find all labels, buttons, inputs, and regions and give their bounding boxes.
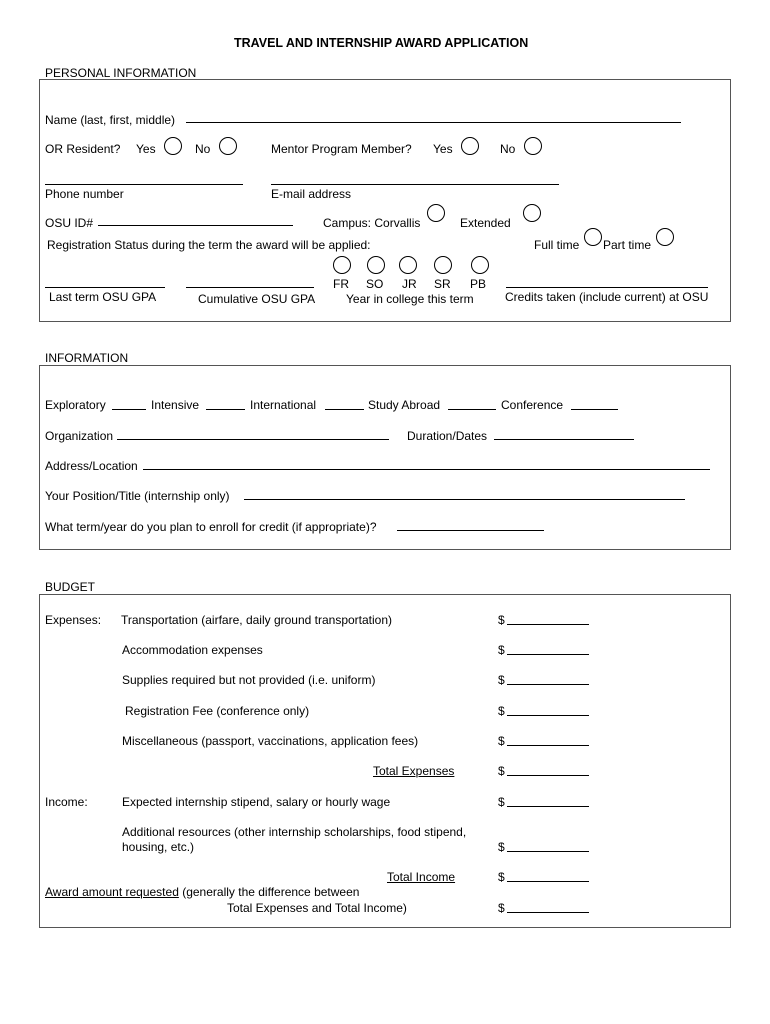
income-item-additional: Additional resources (other internship scholarships, food stipend, bbox=[122, 825, 467, 839]
amount-registration-field[interactable] bbox=[507, 715, 589, 716]
campus-extended-radio[interactable] bbox=[523, 204, 541, 222]
position-field[interactable] bbox=[244, 499, 685, 500]
type-international-field[interactable] bbox=[325, 409, 364, 410]
type-study-abroad-field[interactable] bbox=[448, 409, 496, 410]
year-fr-radio[interactable] bbox=[333, 256, 351, 274]
credits-label: Credits taken (include current) at OSU bbox=[505, 290, 709, 304]
amount-transportation-field[interactable] bbox=[507, 624, 589, 625]
osu-id-field[interactable] bbox=[98, 225, 293, 226]
expense-item-registration: Registration Fee (conference only) bbox=[125, 704, 310, 718]
term-label: What term/year do you plan to enroll for credit (if appropriate)? bbox=[45, 520, 377, 534]
mentor-no-radio[interactable] bbox=[524, 137, 542, 155]
type-conference-label: Conference bbox=[501, 398, 564, 412]
year-sr-radio[interactable] bbox=[434, 256, 452, 274]
total-income-label: Total Income bbox=[387, 870, 456, 884]
type-international-label: International bbox=[250, 398, 317, 412]
or-resident-yes-radio[interactable] bbox=[164, 137, 182, 155]
amount-supplies-field[interactable] bbox=[507, 684, 589, 685]
campus-corvallis-radio[interactable] bbox=[427, 204, 445, 222]
amount-supplies-currency: $ bbox=[498, 673, 505, 687]
email-label: E-mail address bbox=[271, 187, 352, 201]
type-intensive-field[interactable] bbox=[206, 409, 245, 410]
amount-award-field[interactable] bbox=[507, 912, 589, 913]
income-item-additional-cont: housing, etc.) bbox=[122, 840, 195, 854]
page-title: TRAVEL AND INTERNSHIP AWARD APPLICATION bbox=[234, 36, 529, 50]
year-so-radio[interactable] bbox=[367, 256, 385, 274]
type-conference-field[interactable] bbox=[571, 409, 618, 410]
type-exploratory-field[interactable] bbox=[112, 409, 146, 410]
full-time-label: Full time bbox=[534, 238, 580, 252]
organization-label: Organization bbox=[45, 429, 114, 443]
last-gpa-field[interactable] bbox=[45, 287, 165, 288]
cum-gpa-label: Cumulative OSU GPA bbox=[198, 292, 316, 306]
year-jr-label: JR bbox=[402, 277, 417, 291]
amount-transportation-currency: $ bbox=[498, 613, 505, 627]
expense-item-accommodation: Accommodation expenses bbox=[122, 643, 263, 657]
award-label-line bbox=[45, 885, 359, 899]
total-expenses-label: Total Expenses bbox=[373, 764, 455, 778]
campus-extended-label: Extended bbox=[460, 216, 511, 230]
email-field[interactable] bbox=[271, 184, 559, 185]
personal-section-heading: PERSONAL INFORMATION bbox=[45, 66, 197, 80]
amount-miscellaneous-currency: $ bbox=[498, 734, 505, 748]
part-time-radio[interactable] bbox=[656, 228, 674, 246]
cum-gpa-field[interactable] bbox=[186, 287, 314, 288]
term-field[interactable] bbox=[397, 530, 544, 531]
amount-total-income-field[interactable] bbox=[507, 881, 589, 882]
phone-field[interactable] bbox=[45, 184, 243, 185]
year-pb-label: PB bbox=[470, 277, 487, 291]
amount-registration-currency: $ bbox=[498, 704, 505, 718]
award-amount-label: Award amount requested bbox=[45, 885, 179, 899]
or-resident-label: OR Resident? bbox=[45, 142, 121, 156]
credits-field[interactable] bbox=[506, 287, 708, 288]
income-item-stipend: Expected internship stipend, salary or hourly wage bbox=[122, 795, 391, 809]
osu-id-label: OSU ID# bbox=[45, 216, 94, 230]
duration-field[interactable] bbox=[494, 439, 634, 440]
last-gpa-label: Last term OSU GPA bbox=[49, 290, 157, 304]
address-label: Address/Location bbox=[45, 459, 138, 473]
mentor-yes-label: Yes bbox=[433, 142, 453, 156]
year-fr-label: FR bbox=[333, 277, 349, 291]
budget-section-heading: BUDGET bbox=[45, 580, 96, 594]
registration-status-label: Registration Status during the term the award will be applied: bbox=[47, 238, 371, 252]
address-field[interactable] bbox=[143, 469, 710, 470]
amount-total-income-currency: $ bbox=[498, 870, 505, 884]
or-resident-no-label: No bbox=[195, 142, 211, 156]
expense-item-transportation: Transportation (airfare, daily ground transportation) bbox=[121, 613, 393, 627]
expense-item-miscellaneous: Miscellaneous (passport, vaccinations, application fees) bbox=[122, 734, 419, 748]
position-label: Your Position/Title (internship only) bbox=[45, 489, 230, 503]
full-time-radio[interactable] bbox=[584, 228, 602, 246]
phone-label: Phone number bbox=[45, 187, 124, 201]
amount-total-expenses-field[interactable] bbox=[507, 775, 589, 776]
amount-accommodation-currency: $ bbox=[498, 643, 505, 657]
year-jr-radio[interactable] bbox=[399, 256, 417, 274]
mentor-no-label: No bbox=[500, 142, 516, 156]
income-label: Income: bbox=[45, 795, 88, 809]
year-so-label: SO bbox=[366, 277, 384, 291]
or-resident-no-radio[interactable] bbox=[219, 137, 237, 155]
amount-stipend-field[interactable] bbox=[507, 806, 589, 807]
amount-total-expenses-currency: $ bbox=[498, 764, 505, 778]
amount-miscellaneous-field[interactable] bbox=[507, 745, 589, 746]
name-label: Name (last, first, middle) bbox=[45, 113, 176, 127]
type-exploratory-label: Exploratory bbox=[45, 398, 106, 412]
amount-stipend-currency: $ bbox=[498, 795, 505, 809]
year-pb-radio[interactable] bbox=[471, 256, 489, 274]
expenses-label: Expenses: bbox=[45, 613, 102, 627]
duration-label: Duration/Dates bbox=[407, 429, 488, 443]
mentor-yes-radio[interactable] bbox=[461, 137, 479, 155]
year-sr-label: SR bbox=[434, 277, 451, 291]
amount-award-currency: $ bbox=[498, 901, 505, 915]
award-description: (generally the difference between bbox=[178, 885, 360, 899]
year-in-college-label: Year in college this term bbox=[346, 292, 474, 306]
type-intensive-label: Intensive bbox=[151, 398, 200, 412]
amount-accommodation-field[interactable] bbox=[507, 654, 589, 655]
award-description-cont: Total Expenses and Total Income) bbox=[227, 901, 407, 915]
organization-field[interactable] bbox=[117, 439, 389, 440]
or-resident-yes-label: Yes bbox=[136, 142, 156, 156]
type-study-abroad-label: Study Abroad bbox=[368, 398, 441, 412]
amount-additional-currency: $ bbox=[498, 840, 505, 854]
name-field[interactable] bbox=[186, 122, 681, 123]
mentor-label: Mentor Program Member? bbox=[271, 142, 412, 156]
amount-additional-field[interactable] bbox=[507, 851, 589, 852]
information-section-heading: INFORMATION bbox=[45, 351, 129, 365]
expense-item-supplies: Supplies required but not provided (i.e. uniform) bbox=[122, 673, 376, 687]
campus-corvallis-label: Campus: Corvallis bbox=[323, 216, 421, 230]
part-time-label: Part time bbox=[603, 238, 652, 252]
